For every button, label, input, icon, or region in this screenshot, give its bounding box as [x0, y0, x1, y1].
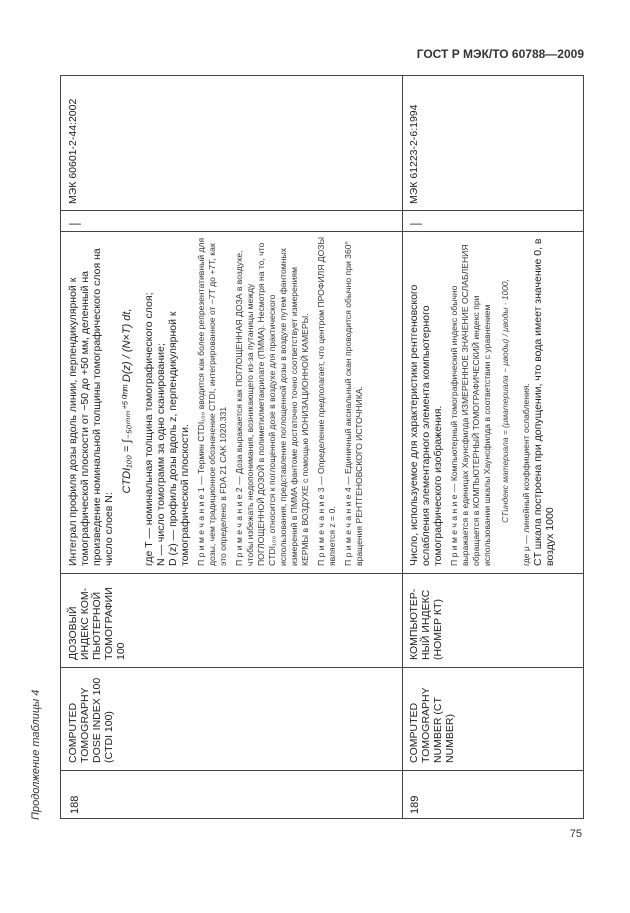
ctdi-formula: CTDI₁₀₀ = ∫₋₅₀ₘₘ⁺⁵⁰ᵐᵐ D(z) / (N×T) dt,	[121, 308, 133, 494]
row-188-number	[69, 796, 81, 814]
ct-scale-text: CT шкала построена при допущении, что вода имеет значение 0, в воздух 1000	[532, 238, 556, 566]
divider-symbol-col	[61, 210, 583, 211]
row-189-number	[409, 796, 421, 814]
row-188-term-en: COMPUTED TOMOGRAPHY DOSE INDEX 100 (CTDI 100)	[67, 677, 115, 763]
row-189-term-en: COMPUTED TOMOGRAPHY NUMBER (CT NUMBER)	[408, 687, 456, 763]
page-number: 75	[569, 828, 582, 840]
definition-text: Число, используемое для характеристики рентгеновского ослабления элементарного элемента компьютерного томографического изображения.	[408, 284, 444, 566]
where-dz: D (z) — профиль дозы вдоль z, перпендикулярной к томографической плоскости.	[167, 311, 191, 566]
row-189-reference: МЭК 61223-2-6:1994	[408, 104, 420, 204]
note-4: П р и м е ч а н и е 4 — Единичный аксиальный скан проводится обычно при 360° вращения РЕНТГЕНОВСКОГО ИСТОЧНИКА.	[343, 241, 364, 566]
ct-number-formula: CTиндекс материала = (μматериала − μводы) / μводы · 1000,	[500, 279, 510, 523]
where-mu: где μ — линейный коэффициент ослабления.	[521, 383, 531, 566]
divider-term-ru-col	[61, 573, 583, 574]
note-2: П р и м е ч а н и е 2 — Доза выражается как ПОГЛОЩЕННАЯ ДОЗА в воздухе, чтобы избежать недопонимания, возникающего из-за путаницы между ПОГЛОЩЕННОЙ ДОЗОЙ в полиметилметакрилате (ПММА). Несмотря на то, что CTDI₁₀₀ относится к поглощенной дозе в воздухе для практического использования, представление поглощенной дозы в воздухе путем фантомных измерений в ПММА фантоме достаточно точно соответствует измерениям КЕРМЫ в ВОЗДУХЕ с помощью ИОНИЗАЦИОННОЙ КАМЕРЫ.	[234, 242, 310, 566]
note-1: П р и м е ч а н и е — Компьютерный томографический индекс обычно выражается в единицах Хаунсфилда ИЗМЕРЕННОЕ ЗНАЧЕНИЕ ОСЛАБЛЕНИЯ обращается в КОМПЬЮТЕРНЫЙ ТОМОГРАФИЧЕСКИЙ индекс при использовании шкалы Хаунсфилда в соответствии с уравнением	[449, 244, 492, 566]
row-188-symbol: —	[69, 216, 81, 230]
divider-term-en-col	[61, 667, 583, 668]
where-n: N — число томограмм за одно сканирование;	[155, 343, 167, 566]
row-189-term-ru: КОМПЬЮТЕР-НЫЙ ИНДЕКС (НОМЕР КТ)	[408, 588, 444, 660]
divider-number-col	[61, 770, 583, 771]
continuation-caption: Продолжение таблицы 4	[30, 689, 42, 820]
where-t: где T — номинальная толщина томографического слоя;	[143, 292, 155, 566]
divider-definition-col	[61, 231, 583, 232]
row-189-definition	[408, 233, 584, 569]
row-number: 189	[409, 795, 421, 814]
definition-text: Интеграл профиля дозы вдоль линии, перпендикулярной к томографической плоскости от −50 до +50 мм, деленный на произведение номинальной толщины томографического слоя на число слоев N:	[67, 248, 115, 566]
note-1: П р и м е ч а н и е 1 — Термин CTDI₁₀₀ вводится как более репрезентативный для дозы, чем традиционное обозначение CTDI, интегрированное от −7T до +7T, как это определено в FDA 21 CAK 1020.331	[196, 237, 228, 566]
row-number: 188	[69, 795, 81, 814]
row-188-reference: МЭК 60601-2-44:2002	[67, 98, 79, 204]
row-divider	[402, 76, 403, 818]
note-3: П р и м е ч а н и е 3 — Определение предполагает, что центром ПРОФИЛЯ ДОЗЫ является z = 0.	[316, 236, 337, 566]
row-188-definition	[67, 233, 399, 569]
row-189-symbol: —	[410, 216, 422, 230]
terms-table	[60, 75, 584, 819]
row-188-term-ru: ДОЗОВЫЙ ИНДЕКС КОМ-ПЬЮТЕРНОЙ ТОМОГРАФИИ 100	[67, 587, 127, 660]
standard-header: ГОСТ Р МЭК/ТО 60788—2009	[416, 47, 584, 61]
